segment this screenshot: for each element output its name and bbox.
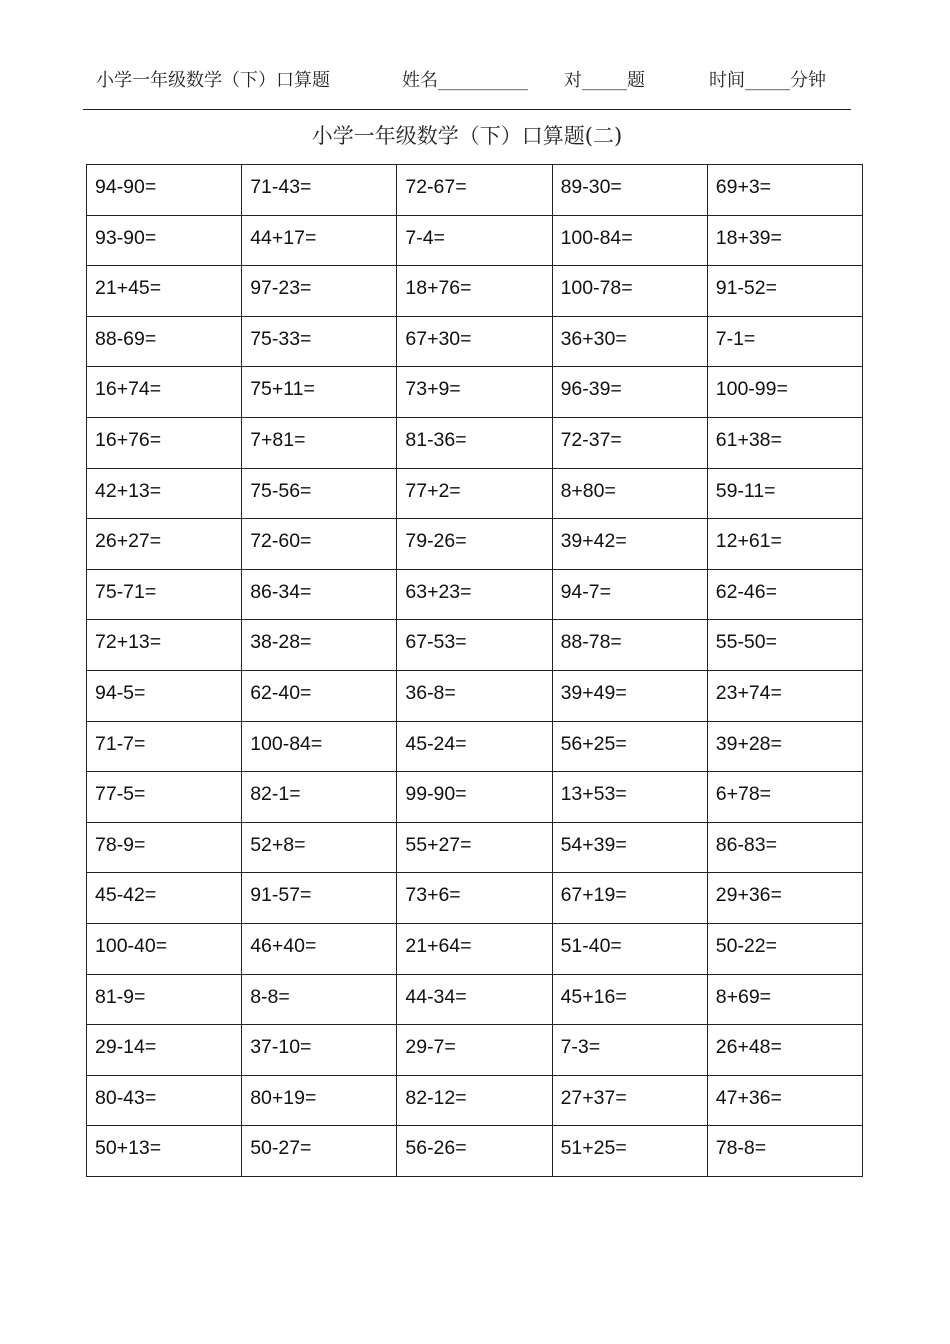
- problem-cell: 100-99=: [707, 367, 862, 418]
- problem-cell: 80+19=: [242, 1075, 397, 1126]
- problem-cell: 56+25=: [552, 721, 707, 772]
- problem-cell: 54+39=: [552, 822, 707, 873]
- problem-cell: 72-37=: [552, 417, 707, 468]
- problem-row: [87, 367, 863, 418]
- problem-cell: 39+42=: [552, 519, 707, 570]
- problem-cell: 91-52=: [707, 266, 862, 317]
- problem-cell: 55+27=: [397, 822, 552, 873]
- problem-row: [87, 215, 863, 266]
- problem-cell: 50-27=: [242, 1126, 397, 1177]
- problem-cell: 7-3=: [552, 1025, 707, 1076]
- problem-cell: 50-22=: [707, 923, 862, 974]
- header-title: 小学一年级数学（下）口算题: [96, 70, 330, 91]
- problem-cell: 67+30=: [397, 316, 552, 367]
- problem-cell: 94-90=: [87, 165, 242, 216]
- problem-cell: 39+28=: [707, 721, 862, 772]
- problem-cell: 8+80=: [552, 468, 707, 519]
- correct-count-label: 对_____题: [564, 70, 645, 91]
- problem-row: [87, 1075, 863, 1126]
- problem-cell: 6+78=: [707, 772, 862, 823]
- header-divider: [83, 109, 851, 110]
- problem-cell: 63+23=: [397, 569, 552, 620]
- problem-cell: 75-56=: [242, 468, 397, 519]
- problem-cell: 44-34=: [397, 974, 552, 1025]
- problem-cell: 61+38=: [707, 417, 862, 468]
- problem-cell: 88-69=: [87, 316, 242, 367]
- problem-row: [87, 822, 863, 873]
- problem-cell: 71-7=: [87, 721, 242, 772]
- problem-cell: 18+76=: [397, 266, 552, 317]
- problem-row: [87, 1025, 863, 1076]
- problem-cell: 91-57=: [242, 873, 397, 924]
- problem-cell: 73+9=: [397, 367, 552, 418]
- problem-cell: 75-33=: [242, 316, 397, 367]
- problem-cell: 78-8=: [707, 1126, 862, 1177]
- problem-cell: 29+36=: [707, 873, 862, 924]
- name-field-label: 姓名__________: [402, 70, 528, 91]
- problem-cell: 44+17=: [242, 215, 397, 266]
- problem-cell: 12+61=: [707, 519, 862, 570]
- worksheet-subtitle: 小学一年级数学（下）口算题(二): [311, 124, 623, 148]
- problem-cell: 100-40=: [87, 923, 242, 974]
- problem-cell: 86-83=: [707, 822, 862, 873]
- problem-cell: 73+6=: [397, 873, 552, 924]
- problem-cell: 93-90=: [87, 215, 242, 266]
- problem-cell: 55-50=: [707, 620, 862, 671]
- problem-cell: 21+45=: [87, 266, 242, 317]
- worksheet-header: [96, 62, 850, 94]
- problem-row: [87, 873, 863, 924]
- problem-cell: 13+53=: [552, 772, 707, 823]
- problem-cell: 62-40=: [242, 670, 397, 721]
- problem-cell: 50+13=: [87, 1126, 242, 1177]
- problem-cell: 8+69=: [707, 974, 862, 1025]
- problem-cell: 72-67=: [397, 165, 552, 216]
- problem-cell: 27+37=: [552, 1075, 707, 1126]
- problem-cell: 77-5=: [87, 772, 242, 823]
- problem-row: [87, 923, 863, 974]
- problem-cell: 100-84=: [242, 721, 397, 772]
- problem-cell: 16+74=: [87, 367, 242, 418]
- problem-cell: 26+48=: [707, 1025, 862, 1076]
- problem-cell: 75+11=: [242, 367, 397, 418]
- problem-row: [87, 519, 863, 570]
- problem-cell: 96-39=: [552, 367, 707, 418]
- problem-cell: 7-1=: [707, 316, 862, 367]
- problem-cell: 45-24=: [397, 721, 552, 772]
- problem-cell: 42+13=: [87, 468, 242, 519]
- problem-cell: 79-26=: [397, 519, 552, 570]
- problem-cell: 59-11=: [707, 468, 862, 519]
- problem-cell: 23+74=: [707, 670, 862, 721]
- problem-cell: 39+49=: [552, 670, 707, 721]
- problem-cell: 56-26=: [397, 1126, 552, 1177]
- problem-cell: 45-42=: [87, 873, 242, 924]
- problem-grid: [86, 164, 863, 1177]
- problem-row: [87, 165, 863, 216]
- problem-row: [87, 468, 863, 519]
- problem-cell: 82-1=: [242, 772, 397, 823]
- problem-row: [87, 569, 863, 620]
- problem-row: [87, 974, 863, 1025]
- problem-cell: 75-71=: [87, 569, 242, 620]
- problem-row: [87, 266, 863, 317]
- problem-cell: 72-60=: [242, 519, 397, 570]
- problem-cell: 29-14=: [87, 1025, 242, 1076]
- problem-cell: 94-5=: [87, 670, 242, 721]
- problem-cell: 36-8=: [397, 670, 552, 721]
- problem-cell: 81-9=: [87, 974, 242, 1025]
- time-label: 时间_____分钟: [709, 70, 826, 91]
- problem-cell: 37-10=: [242, 1025, 397, 1076]
- problem-cell: 67+19=: [552, 873, 707, 924]
- problem-cell: 7-4=: [397, 215, 552, 266]
- problem-row: [87, 1126, 863, 1177]
- problem-cell: 69+3=: [707, 165, 862, 216]
- problem-cell: 38-28=: [242, 620, 397, 671]
- problem-cell: 16+76=: [87, 417, 242, 468]
- problem-row: [87, 670, 863, 721]
- problem-cell: 18+39=: [707, 215, 862, 266]
- problem-cell: 36+30=: [552, 316, 707, 367]
- problem-cell: 89-30=: [552, 165, 707, 216]
- problem-cell: 100-84=: [552, 215, 707, 266]
- problem-cell: 97-23=: [242, 266, 397, 317]
- problem-cell: 80-43=: [87, 1075, 242, 1126]
- problem-cell: 29-7=: [397, 1025, 552, 1076]
- problem-cell: 47+36=: [707, 1075, 862, 1126]
- problem-cell: 51+25=: [552, 1126, 707, 1177]
- problem-cell: 82-12=: [397, 1075, 552, 1126]
- problem-cell: 8-8=: [242, 974, 397, 1025]
- problem-cell: 67-53=: [397, 620, 552, 671]
- problem-cell: 86-34=: [242, 569, 397, 620]
- problem-row: [87, 620, 863, 671]
- problem-cell: 26+27=: [87, 519, 242, 570]
- problem-cell: 88-78=: [552, 620, 707, 671]
- problem-cell: 62-46=: [707, 569, 862, 620]
- problem-cell: 81-36=: [397, 417, 552, 468]
- problem-row: [87, 417, 863, 468]
- problem-cell: 45+16=: [552, 974, 707, 1025]
- problem-cell: 94-7=: [552, 569, 707, 620]
- problem-cell: 78-9=: [87, 822, 242, 873]
- problem-cell: 46+40=: [242, 923, 397, 974]
- problem-row: [87, 316, 863, 367]
- problem-cell: 99-90=: [397, 772, 552, 823]
- problem-cell: 51-40=: [552, 923, 707, 974]
- problem-cell: 71-43=: [242, 165, 397, 216]
- problem-cell: 21+64=: [397, 923, 552, 974]
- problem-cell: 52+8=: [242, 822, 397, 873]
- problem-cell: 7+81=: [242, 417, 397, 468]
- problem-row: [87, 772, 863, 823]
- problem-cell: 72+13=: [87, 620, 242, 671]
- problem-cell: 77+2=: [397, 468, 552, 519]
- problem-row: [87, 721, 863, 772]
- problem-cell: 100-78=: [552, 266, 707, 317]
